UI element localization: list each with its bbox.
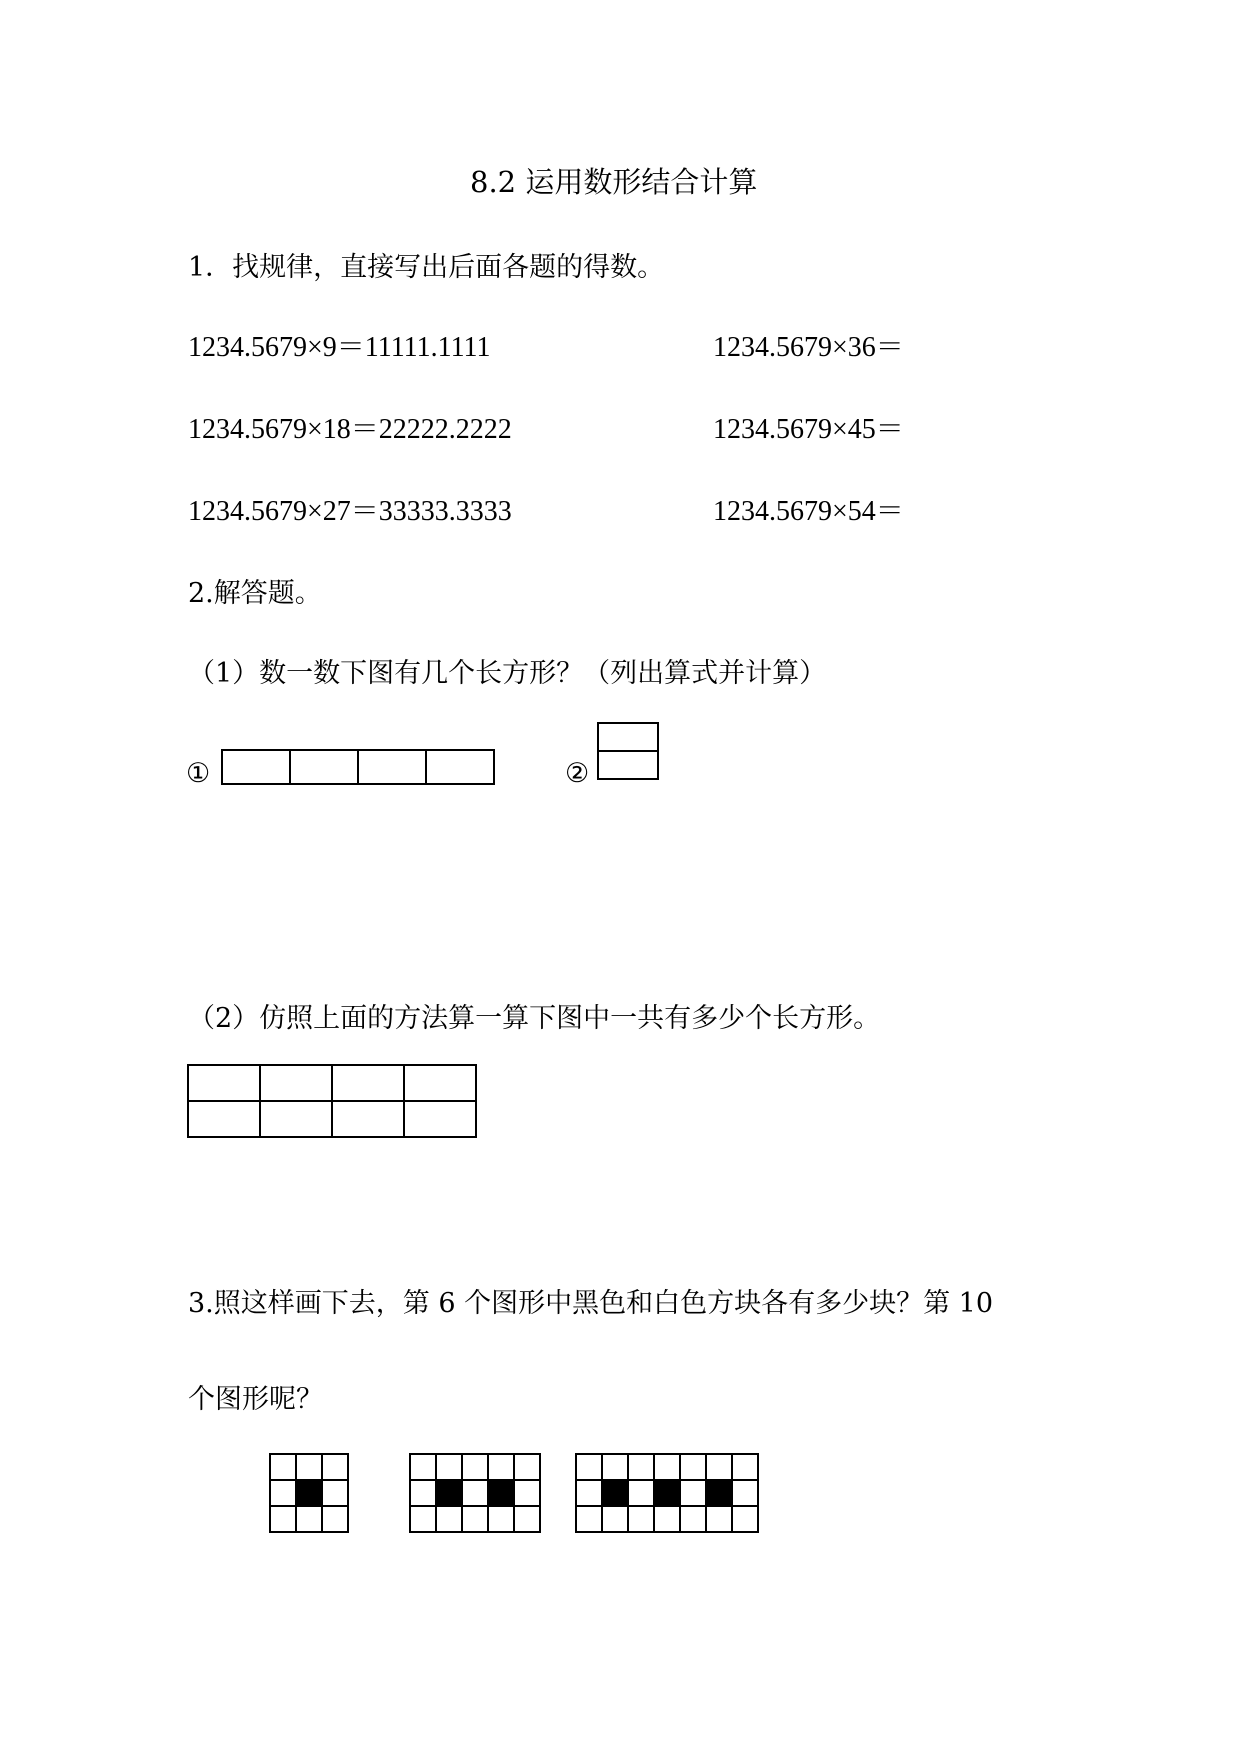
white-square xyxy=(628,1454,654,1480)
white-square xyxy=(680,1506,706,1532)
question-2-sub-2: （2）仿照上面的方法算一算下图中一共有多少个长方形。 xyxy=(188,1003,881,1034)
black-square xyxy=(602,1480,628,1506)
white-square xyxy=(488,1454,514,1480)
grid-cell xyxy=(332,1065,404,1101)
pattern-figure-1 xyxy=(269,1453,349,1533)
grid-row xyxy=(576,1454,758,1480)
white-square xyxy=(410,1506,436,1532)
grid-cell xyxy=(404,1101,476,1137)
grid-cell xyxy=(188,1065,260,1101)
figure-2-label: ② xyxy=(565,758,590,789)
grid-cell xyxy=(358,750,426,784)
grid-row xyxy=(270,1480,348,1506)
equation-right-1: 1234.5679×36＝ xyxy=(713,332,904,363)
white-square xyxy=(706,1454,732,1480)
grid-cell xyxy=(260,1065,332,1101)
white-square xyxy=(322,1506,348,1532)
grid-cell xyxy=(188,1101,260,1137)
white-square xyxy=(488,1506,514,1532)
grid-row xyxy=(576,1480,758,1506)
figure-3-grid xyxy=(187,1064,477,1138)
black-square xyxy=(488,1480,514,1506)
white-square xyxy=(576,1480,602,1506)
white-square xyxy=(576,1506,602,1532)
figure-1-grid xyxy=(221,749,495,785)
grid-row xyxy=(598,751,658,779)
grid-cell xyxy=(598,723,658,751)
grid-row xyxy=(188,1065,476,1101)
white-square xyxy=(514,1506,540,1532)
white-square xyxy=(270,1454,296,1480)
white-square xyxy=(732,1480,758,1506)
grid-row xyxy=(410,1454,540,1480)
white-square xyxy=(296,1506,322,1532)
white-square xyxy=(436,1454,462,1480)
white-square xyxy=(462,1506,488,1532)
black-square xyxy=(296,1480,322,1506)
white-square xyxy=(322,1480,348,1506)
black-square xyxy=(654,1480,680,1506)
equation-right-3: 1234.5679×54＝ xyxy=(713,496,904,527)
equation-left-3: 1234.5679×27＝33333.3333 xyxy=(188,496,512,527)
grid-cell xyxy=(426,750,494,784)
grid-row xyxy=(222,750,494,784)
question-3-line-1: 3.照这样画下去，第 6 个图形中黑色和白色方块各有多少块？第 10 xyxy=(188,1288,994,1319)
white-square xyxy=(576,1454,602,1480)
white-square xyxy=(654,1506,680,1532)
white-square xyxy=(270,1480,296,1506)
white-square xyxy=(732,1454,758,1480)
grid-cell xyxy=(598,751,658,779)
grid-cell xyxy=(222,750,290,784)
question-1-heading: 1．找规律，直接写出后面各题的得数。 xyxy=(188,252,665,283)
grid-row xyxy=(410,1480,540,1506)
white-square xyxy=(732,1506,758,1532)
white-square xyxy=(514,1454,540,1480)
white-square xyxy=(628,1506,654,1532)
white-square xyxy=(270,1506,296,1532)
grid-cell xyxy=(260,1101,332,1137)
white-square xyxy=(602,1506,628,1532)
page-title: 8.2 运用数形结合计算 xyxy=(470,165,758,199)
white-square xyxy=(322,1454,348,1480)
question-3-line-2: 个图形呢？ xyxy=(188,1384,323,1415)
grid-cell xyxy=(404,1065,476,1101)
white-square xyxy=(514,1480,540,1506)
equation-left-2: 1234.5679×18＝22222.2222 xyxy=(188,414,512,445)
black-square xyxy=(706,1480,732,1506)
grid-cell xyxy=(290,750,358,784)
black-square xyxy=(436,1480,462,1506)
pattern-figure-3 xyxy=(575,1453,759,1533)
white-square xyxy=(462,1454,488,1480)
white-square xyxy=(410,1454,436,1480)
white-square xyxy=(602,1454,628,1480)
grid-row xyxy=(410,1506,540,1532)
white-square xyxy=(680,1454,706,1480)
pattern-figure-2 xyxy=(409,1453,541,1533)
grid-row xyxy=(576,1506,758,1532)
white-square xyxy=(410,1480,436,1506)
white-square xyxy=(706,1506,732,1532)
grid-row xyxy=(188,1101,476,1137)
grid-row xyxy=(270,1506,348,1532)
grid-row xyxy=(598,723,658,751)
white-square xyxy=(654,1454,680,1480)
grid-cell xyxy=(332,1101,404,1137)
white-square xyxy=(296,1454,322,1480)
white-square xyxy=(680,1480,706,1506)
white-square xyxy=(628,1480,654,1506)
white-square xyxy=(436,1506,462,1532)
equation-left-1: 1234.5679×9＝11111.1111 xyxy=(188,332,491,363)
question-2-heading: 2.解答题。 xyxy=(188,578,322,609)
figure-2-grid xyxy=(597,722,659,780)
question-2-sub-1: （1）数一数下图有几个长方形？（列出算式并计算） xyxy=(188,658,827,689)
equation-right-2: 1234.5679×45＝ xyxy=(713,414,904,445)
white-square xyxy=(462,1480,488,1506)
grid-row xyxy=(270,1454,348,1480)
figure-1-label: ① xyxy=(186,758,211,789)
